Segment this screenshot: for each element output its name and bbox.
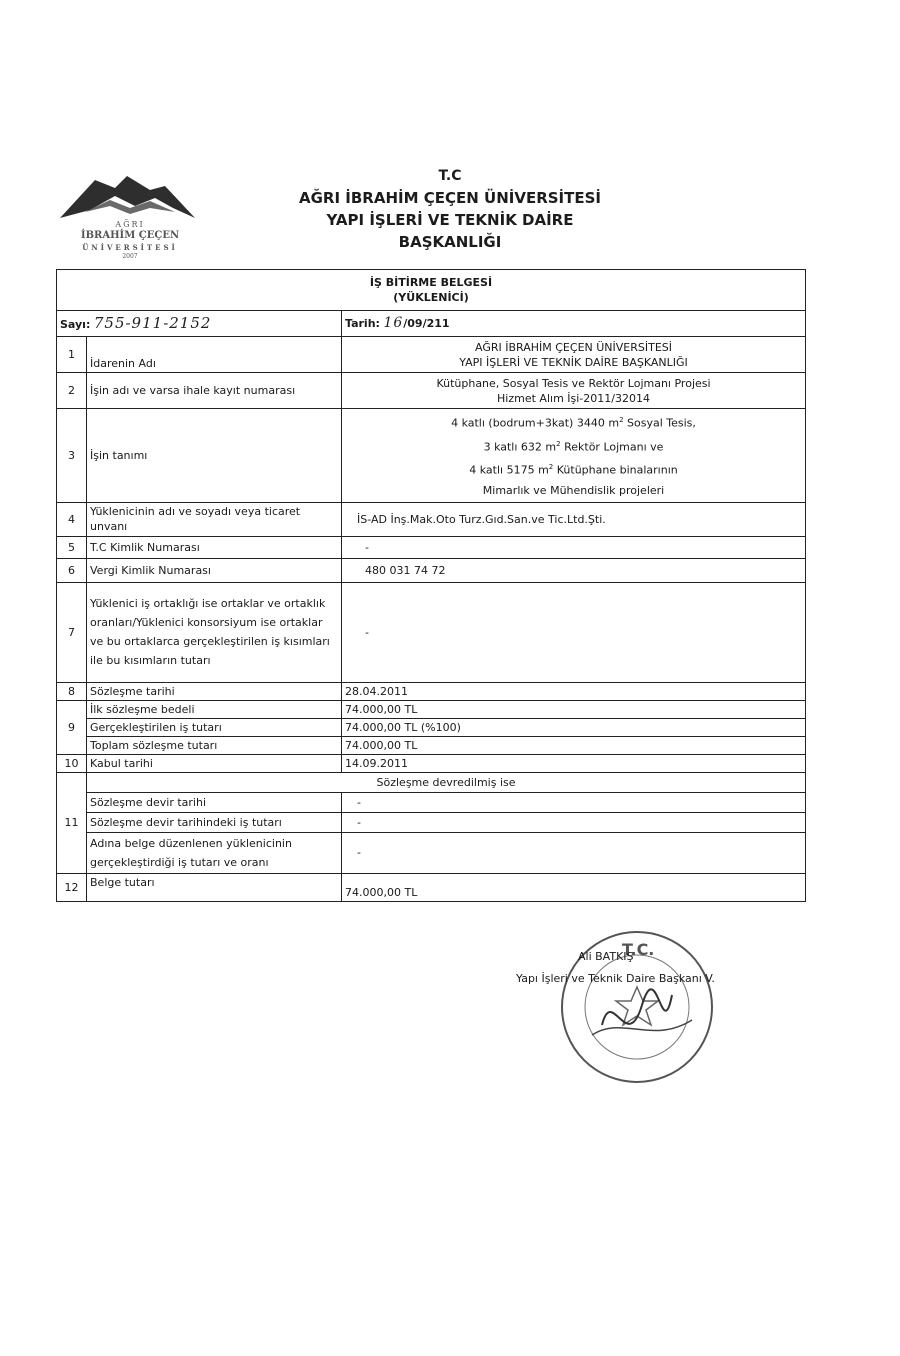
row-label: Vergi Kimlik Numarası xyxy=(87,558,342,582)
row-value xyxy=(342,337,806,373)
row-label: Toplam sözleşme tutarı xyxy=(87,736,342,754)
vergi-kimlik-value: 480 031 74 72 xyxy=(365,563,446,577)
ortaklik-value: - xyxy=(365,625,369,639)
tarih-cell xyxy=(342,311,806,337)
row-value xyxy=(342,536,806,558)
row-label: Adına belge düzenlenen yüklenicinin gerçekleştirdiği iş tutarı ve oranı xyxy=(87,832,342,873)
row-label: Sözleşme devir tarihindeki iş tutarı xyxy=(87,812,342,832)
row-value: - xyxy=(342,832,806,873)
is-adi-line2: Hizmet Alım İşi-2011/32014 xyxy=(497,391,650,405)
signatory-title: Yapı İşleri ve Teknik Daire Başkanı V. xyxy=(516,972,715,985)
row-value: 74.000,00 TL (%100) xyxy=(342,718,806,736)
row-value xyxy=(342,558,806,582)
logo-line-name: İBRAHİM ÇEÇEN xyxy=(80,230,180,241)
row-number: 11 xyxy=(57,772,87,873)
sayi-value: 755-911-2152 xyxy=(93,313,212,332)
devir-heading: Sözleşme devredilmiş ise xyxy=(87,772,806,792)
row-number: 9 xyxy=(57,700,87,754)
idare-line1: AĞRI İBRAHİM ÇEÇEN ÜNİVERSİTESİ xyxy=(475,340,673,354)
header-university: AĞRI İBRAHİM ÇEÇEN ÜNİVERSİTESİ xyxy=(299,189,601,207)
svg-text:T.C.: T.C. xyxy=(622,940,655,959)
row-number: 12 xyxy=(57,873,87,901)
logo-line-agri: AĞRI xyxy=(115,220,145,229)
row-label: Sözleşme tarihi xyxy=(87,682,342,700)
row-value xyxy=(342,502,806,536)
row-value xyxy=(342,373,806,409)
header-department: YAPI İŞLERİ VE TEKNİK DAİRE BAŞKANLIĞI xyxy=(326,211,574,251)
document-header xyxy=(280,165,620,253)
idare-line2: YAPI İŞLERİ VE TEKNİK DAİRE BAŞKANLIĞI xyxy=(459,355,688,369)
row-label: T.C Kimlik Numarası xyxy=(87,536,342,558)
tanim-line1: 4 katlı (bodrum+3kat) 3440 $m^2$ Sosyal Tesis, xyxy=(451,416,696,430)
work-completion-form xyxy=(56,269,806,902)
form-title: İŞ BİTİRME BELGESİ xyxy=(369,276,493,289)
is-adi-line1: Kütüphane, Sosyal Tesis ve Rektör Lojmanı Projesi xyxy=(436,376,711,390)
tanim-line4: Mimarlık ve Mühendislik projeleri xyxy=(482,483,665,497)
tc-kimlik-value: - xyxy=(365,540,369,554)
form-subtitle: (YÜKLENİCİ) xyxy=(393,291,469,304)
header-tc: T.C xyxy=(438,168,462,184)
signatory-name: Ali BATKIŞ xyxy=(578,950,634,963)
row-label: Sözleşme devir tarihi xyxy=(87,792,342,812)
row-number: 4 xyxy=(57,502,87,536)
row-value: - xyxy=(342,792,806,812)
row-label: İlk sözleşme bedeli xyxy=(87,700,342,718)
university-logo xyxy=(55,168,205,263)
mountain-logo-icon xyxy=(55,168,205,228)
row-value: 28.04.2011 xyxy=(342,682,806,700)
row-number: 5 xyxy=(57,536,87,558)
row-label: Yüklenicinin adı ve soyadı veya ticaret unvanı xyxy=(87,502,342,536)
row-value xyxy=(342,409,806,503)
tanim-line2: 3 katlı 632 $m^2$ Rektör Lojmanı ve xyxy=(483,439,664,454)
row-number: 6 xyxy=(57,558,87,582)
row-number: 1 xyxy=(57,337,87,373)
row-value: 74.000,00 TL xyxy=(342,736,806,754)
row-label: İşin adı ve varsa ihale kayıt numarası xyxy=(87,373,342,409)
tarih-rest: /09/211 xyxy=(403,317,450,330)
row-value: 74.000,00 TL xyxy=(342,873,806,901)
row-value: 74.000,00 TL xyxy=(342,700,806,718)
row-number: 3 xyxy=(57,409,87,503)
logo-year: 2007 xyxy=(122,253,138,260)
row-value: 14.09.2011 xyxy=(342,754,806,772)
row-value xyxy=(342,582,806,682)
row-label: İşin tanımı xyxy=(87,409,342,503)
yuklenici-unvan: İS-AD İnş.Mak.Oto Turz.Gıd.San.ve Tic.Ltd.Şti. xyxy=(357,512,606,526)
tarih-day: 16 xyxy=(383,315,404,331)
row-label: Kabul tarihi xyxy=(87,754,342,772)
tanim-line3: 4 katlı 5175 $m^2$ Kütüphane binalarının xyxy=(469,463,678,477)
row-label: İdarenin Adı xyxy=(87,337,342,373)
row-number: 10 xyxy=(57,754,87,772)
row-number: 2 xyxy=(57,373,87,409)
form-title-cell xyxy=(57,270,806,311)
row-label: Yüklenici iş ortaklığı ise ortaklar ve ortaklık oranları/Yüklenici konsorsiyum ise ortaklar ve bu ortaklarca gerçekleştirilen iş kısımları ile bu kısımların tutarı xyxy=(87,582,342,682)
row-number: 8 xyxy=(57,682,87,700)
row-number: 7 xyxy=(57,582,87,682)
tarih-label: Tarih: xyxy=(345,317,380,330)
sayi-cell xyxy=(57,311,342,337)
row-label: Gerçekleştirilen iş tutarı xyxy=(87,718,342,736)
sayi-label: Sayı: xyxy=(60,317,91,331)
row-value: - xyxy=(342,812,806,832)
logo-line-universite: ÜNİVERSİTESİ xyxy=(82,243,178,252)
row-label: Belge tutarı xyxy=(87,873,342,901)
